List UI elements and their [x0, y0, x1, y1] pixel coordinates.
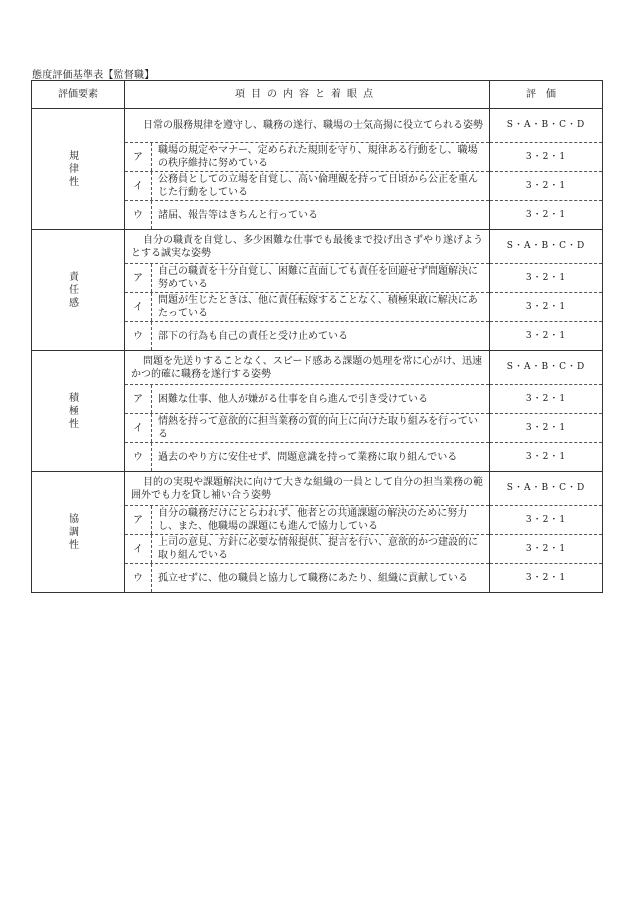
criterion-text: 自分の職務だけにとらわれず、他者との共通課題の解決のために努力し、また、他職場の課題にも進んで協力している [158, 508, 468, 532]
section-summary-row [32, 109, 603, 143]
criterion-grade-scale: 3・2・1 [490, 385, 603, 414]
criterion-wrap [125, 385, 489, 413]
header-item: 項目の内容と着眼点 [125, 81, 490, 109]
criterion-text: 部下の行為も自己の責任と受け止めている [158, 330, 348, 342]
criterion-wrap [125, 201, 489, 229]
criterion-text: 過去のやり方に安住せず、問題意識を持って業務に取り組んでいる [158, 451, 458, 463]
criterion-cell [125, 172, 490, 201]
table-body [32, 109, 603, 593]
summary-grade-scale: S・A・B・C・D [490, 472, 603, 506]
document-title: 態度評価基準表【監督職】 [32, 70, 155, 81]
criterion-mark: イ [125, 535, 152, 563]
category-summary: 自分の職責を自覚し、多少困難な仕事でも最後まで投げ出さずやり遂げようとする誠実な姿勢 [125, 230, 490, 264]
summary-grade-scale: S・A・B・C・D [490, 230, 603, 264]
criterion-wrap [125, 414, 489, 442]
criterion-text: 職場の規定やマナー、定められた規則を守り、規律ある行動をし、職場の秩序維持に努めている [158, 145, 478, 169]
criterion-cell [125, 264, 490, 293]
criterion-grade-scale: 3・2・1 [490, 322, 603, 351]
criterion-wrap [125, 564, 489, 592]
header-element: 評価要素 [32, 81, 125, 109]
summary-grade-scale: S・A・B・C・D [490, 351, 603, 385]
criterion-mark: ウ [125, 201, 152, 229]
criterion-cell [125, 385, 490, 414]
criterion-grade-scale: 3・2・1 [490, 535, 603, 564]
criterion-wrap [125, 322, 489, 350]
criterion-grade-scale: 3・2・1 [490, 293, 603, 322]
criterion-mark: ウ [125, 322, 152, 350]
criterion-cell [125, 414, 490, 443]
criterion-grade-scale: 3・2・1 [490, 414, 603, 443]
criterion-text: 上司の意見、方針に必要な情報提供、提言を行い、意欲的かつ建設的に取り組んでいる [158, 537, 478, 561]
header-eval: 評価 [490, 81, 603, 109]
table-header-row [32, 81, 603, 109]
criterion-grade-scale: 3・2・1 [490, 564, 603, 593]
criterion-wrap [125, 535, 489, 563]
category-label: 協調性 [32, 472, 125, 593]
criterion-wrap [125, 264, 489, 292]
criterion-mark: ウ [125, 443, 152, 471]
section-summary-row [32, 351, 603, 385]
criterion-cell [125, 293, 490, 322]
criterion-mark: ウ [125, 564, 152, 592]
category-summary: 問題を先送りすることなく、スピード感ある課題の処理を常に心がけ、迅速かつ的確に職務を遂行する姿勢 [125, 351, 490, 385]
criterion-text: 困難な仕事、他人が嫌がる仕事を自ら進んで引き受けている [158, 393, 428, 405]
criterion-mark: ア [125, 506, 152, 534]
section-summary-row [32, 472, 603, 506]
criterion-wrap [125, 506, 489, 534]
evaluation-table [31, 80, 603, 593]
criterion-grade-scale: 3・2・1 [490, 264, 603, 293]
criterion-grade-scale: 3・2・1 [490, 506, 603, 535]
criterion-cell [125, 143, 490, 172]
category-label: 積極性 [32, 351, 125, 472]
criterion-grade-scale: 3・2・1 [490, 172, 603, 201]
category-label: 責任感 [32, 230, 125, 351]
category-summary: 目的の実現や課題解決に向けて大きな組織の一員として自分の担当業務の範囲外でも力を貸し補い合う姿勢 [125, 472, 490, 506]
criterion-text: 諸届、報告等はきちんと行っている [158, 209, 318, 221]
criterion-mark: ア [125, 143, 152, 171]
category-summary: 日常の服務規律を遵守し、職務の遂行、職場の士気高揚に役立てられる姿勢 [125, 109, 490, 143]
criterion-mark: ア [125, 264, 152, 292]
criterion-mark: イ [125, 172, 152, 200]
criterion-cell [125, 322, 490, 351]
criterion-wrap [125, 172, 489, 200]
criterion-cell [125, 535, 490, 564]
criterion-wrap [125, 443, 489, 471]
criterion-text: 自己の職責を十分自覚し、困難に直面しても責任を回避せず問題解決に努めている [158, 266, 478, 290]
criterion-wrap [125, 293, 489, 321]
criterion-mark: イ [125, 293, 152, 321]
criterion-cell [125, 506, 490, 535]
criterion-grade-scale: 3・2・1 [490, 443, 603, 472]
criterion-cell [125, 201, 490, 230]
criterion-text: 孤立せずに、他の職員と協力して職務にあたり、組織に貢献している [158, 572, 468, 584]
section-summary-row [32, 230, 603, 264]
criterion-cell [125, 443, 490, 472]
criterion-cell [125, 564, 490, 593]
criterion-grade-scale: 3・2・1 [490, 201, 603, 230]
criterion-text: 公務員としての立場を自覚し、高い倫理観を持って日頃から公正を重んじた行動をしている [158, 174, 478, 198]
criterion-text: 情熱を持って意欲的に担当業務の質的向上に向けた取り組みを行っている [158, 416, 478, 440]
criterion-grade-scale: 3・2・1 [490, 143, 603, 172]
criterion-mark: ア [125, 385, 152, 413]
criterion-wrap [125, 143, 489, 171]
category-label: 規律性 [32, 109, 125, 230]
summary-grade-scale: S・A・B・C・D [490, 109, 603, 143]
criterion-text: 問題が生じたときは、他に責任転嫁することなく、積極果敢に解決にあたっている [158, 295, 478, 319]
criterion-mark: イ [125, 414, 152, 442]
